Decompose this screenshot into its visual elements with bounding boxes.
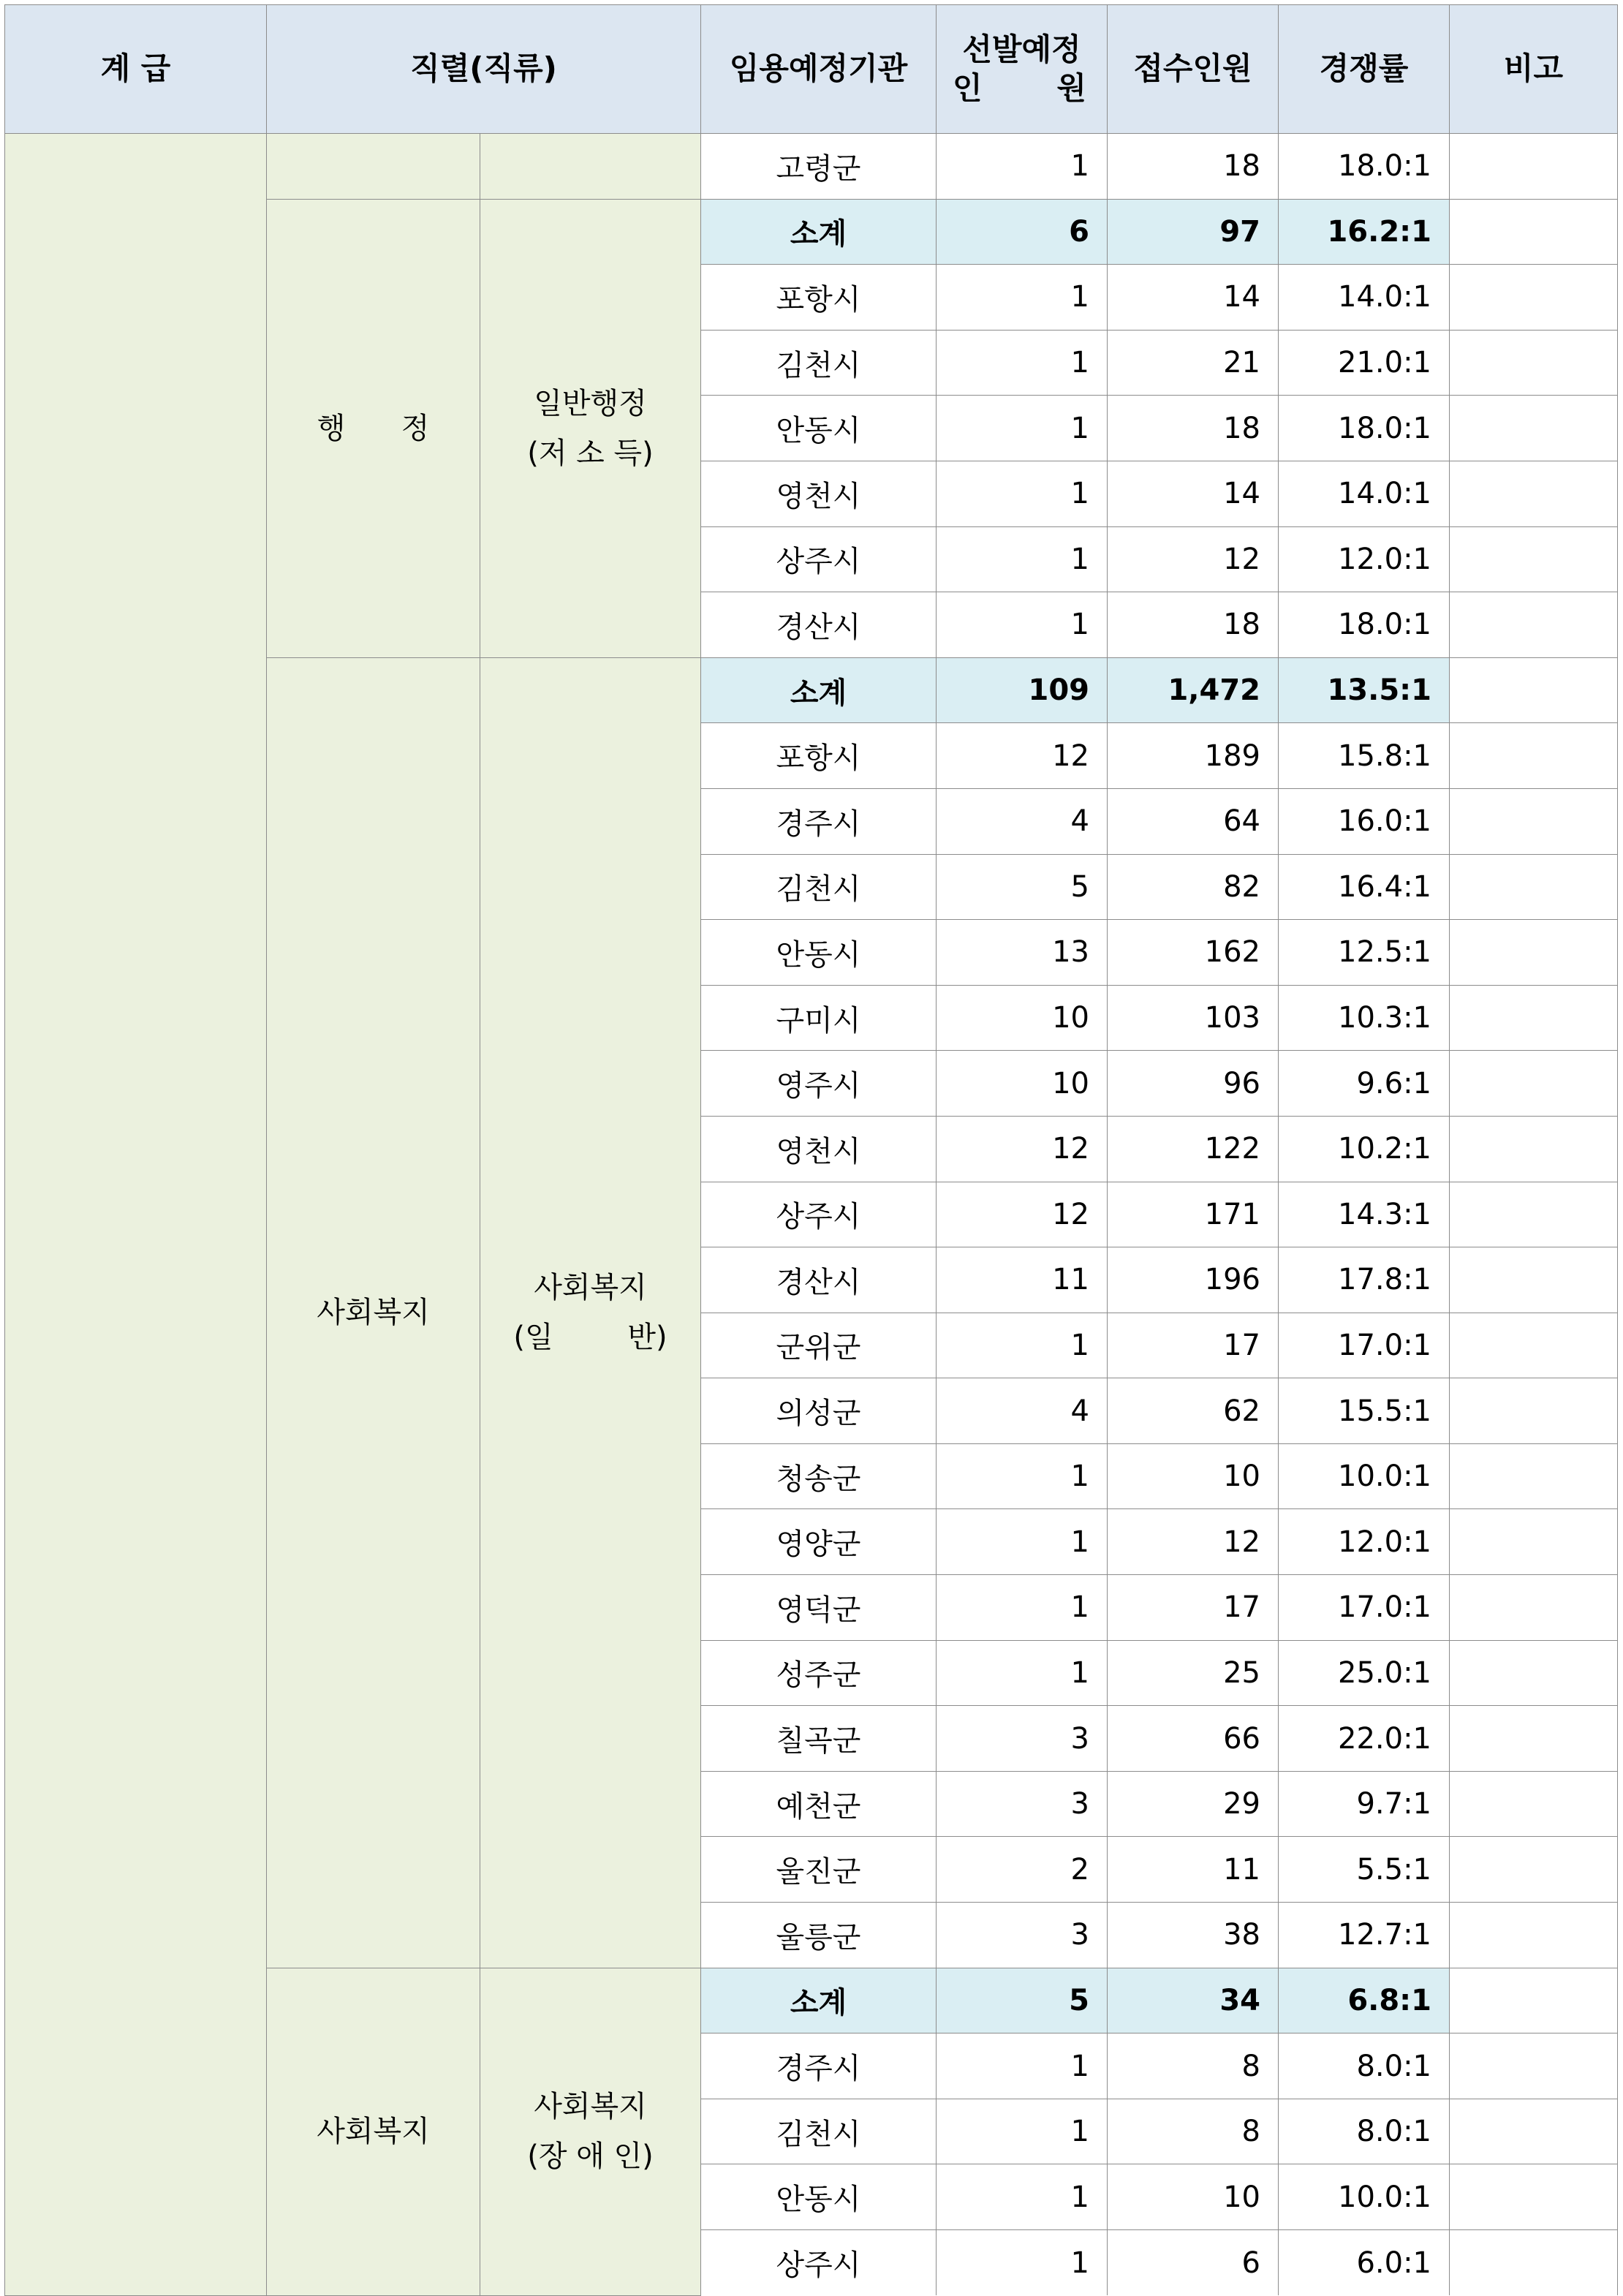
planned-cell: 3 [937,1903,1108,1968]
recruitment-table [4,4,1618,2296]
applicants-cell: 162 [1108,920,1279,986]
table-header [5,5,1618,134]
header-remarks: 비고 [1450,5,1618,134]
agency-cell: 안동시 [701,2164,937,2230]
header-applicants: 접수인원 [1108,5,1279,134]
header-planned-line1: 선발예정 [962,31,1081,67]
agency-cell: 상주시 [701,526,937,592]
remarks-cell [1450,1051,1618,1117]
planned-cell: 10 [937,1051,1108,1117]
planned-cell: 1 [937,330,1108,396]
remarks-cell [1450,1640,1618,1706]
ratio-cell: 10.3:1 [1279,985,1450,1051]
agency-cell: 칠곡군 [701,1706,937,1772]
agency-cell: 영주시 [701,1051,937,1117]
remarks-cell [1450,1509,1618,1575]
ratio-cell: 15.8:1 [1279,723,1450,789]
remarks-cell [1450,592,1618,658]
applicants-cell: 96 [1108,1051,1279,1117]
ratio-cell: 14.0:1 [1279,265,1450,331]
applicants-cell: 8 [1108,2033,1279,2099]
planned-cell: 12 [937,723,1108,789]
ratio-cell: 12.5:1 [1279,920,1450,986]
remarks-cell [1450,1903,1618,1968]
ratio-cell: 12.0:1 [1279,1509,1450,1575]
applicants-cell: 21 [1108,330,1279,396]
planned-cell: 4 [937,788,1108,854]
applicants-cell: 12 [1108,1509,1279,1575]
remarks-cell [1450,2164,1618,2230]
ratio-cell: 17.0:1 [1279,1575,1450,1641]
ratio-cell: 13.5:1 [1279,657,1450,723]
applicants-cell: 11 [1108,1837,1279,1903]
header-series: 직렬(직류) [267,5,701,134]
applicants-cell: 18 [1108,592,1279,658]
applicants-cell: 103 [1108,985,1279,1051]
applicants-cell: 17 [1108,1313,1279,1378]
subseries-cell [480,657,701,1968]
agency-cell: 김천시 [701,854,937,920]
remarks-cell [1450,985,1618,1051]
agency-cell: 김천시 [701,2099,937,2164]
applicants-cell: 12 [1108,526,1279,592]
ratio-cell: 25.0:1 [1279,1640,1450,1706]
remarks-cell [1450,396,1618,461]
agency-cell: 성주군 [701,1640,937,1706]
planned-cell: 12 [937,1182,1108,1247]
ratio-cell: 12.7:1 [1279,1903,1450,1968]
header-planned [937,5,1108,134]
applicants-cell: 17 [1108,1575,1279,1641]
ratio-cell: 18.0:1 [1279,134,1450,200]
planned-cell: 6 [937,199,1108,265]
ratio-cell: 22.0:1 [1279,1706,1450,1772]
remarks-cell [1450,2033,1618,2099]
series-cell [267,199,480,657]
planned-cell: 1 [937,526,1108,592]
header-planned-line2: 인 원 [953,69,1086,106]
grade-cell [5,134,267,2296]
applicants-cell: 1,472 [1108,657,1279,723]
planned-cell: 4 [937,1378,1108,1444]
applicants-cell: 34 [1108,1968,1279,2033]
table-body [5,134,1618,2296]
ratio-cell: 17.8:1 [1279,1247,1450,1313]
agency-cell: 경주시 [701,2033,937,2099]
planned-cell: 1 [937,461,1108,526]
agency-cell: 경산시 [701,592,937,658]
ratio-cell: 8.0:1 [1279,2033,1450,2099]
remarks-cell [1450,1706,1618,1772]
agency-cell: 포항시 [701,723,937,789]
remarks-cell [1450,1378,1618,1444]
planned-cell: 1 [937,1443,1108,1509]
agency-cell: 고령군 [701,134,937,200]
planned-cell: 1 [937,2099,1108,2164]
applicants-cell: 38 [1108,1903,1279,1968]
planned-cell: 1 [937,1640,1108,1706]
subseries-line1: 사회복지 [534,1271,647,1305]
ratio-cell: 8.0:1 [1279,2099,1450,2164]
ratio-cell: 6.0:1 [1279,2230,1450,2296]
planned-cell: 1 [937,134,1108,200]
planned-cell: 3 [937,1706,1108,1772]
subseries-line1: 사회복지 [534,2090,647,2124]
ratio-cell: 5.5:1 [1279,1837,1450,1903]
header-ratio: 경쟁률 [1279,5,1450,134]
ratio-cell: 14.0:1 [1279,461,1450,526]
ratio-cell: 14.3:1 [1279,1182,1450,1247]
series-cell [267,134,480,200]
remarks-cell [1450,1313,1618,1378]
planned-cell: 1 [937,396,1108,461]
ratio-cell: 18.0:1 [1279,396,1450,461]
remarks-cell [1450,1247,1618,1313]
remarks-cell [1450,2230,1618,2296]
agency-cell: 상주시 [701,1182,937,1247]
applicants-cell: 10 [1108,1443,1279,1509]
ratio-cell: 18.0:1 [1279,592,1450,658]
applicants-cell: 196 [1108,1247,1279,1313]
agency-cell: 경산시 [701,1247,937,1313]
applicants-cell: 82 [1108,854,1279,920]
planned-cell: 1 [937,1575,1108,1641]
remarks-cell [1450,788,1618,854]
planned-cell: 1 [937,2033,1108,2099]
series-label: 행 정 [317,411,430,445]
agency-cell: 울진군 [701,1837,937,1903]
subseries-line2: (저 소 득) [527,436,654,470]
agency-cell: 청송군 [701,1443,937,1509]
agency-cell: 상주시 [701,2230,937,2296]
remarks-cell [1450,461,1618,526]
subseries-cell [480,199,701,657]
ratio-cell: 12.0:1 [1279,526,1450,592]
applicants-cell: 18 [1108,396,1279,461]
planned-cell: 1 [937,2164,1108,2230]
header-grade: 계 급 [5,5,267,134]
ratio-cell: 9.7:1 [1279,1771,1450,1837]
applicants-cell: 189 [1108,723,1279,789]
ratio-cell: 21.0:1 [1279,330,1450,396]
planned-cell: 2 [937,1837,1108,1903]
planned-cell: 5 [937,854,1108,920]
agency-cell: 울릉군 [701,1903,937,1968]
agency-cell: 안동시 [701,920,937,986]
header-agency: 임용예정기관 [701,5,937,134]
planned-cell: 109 [937,657,1108,723]
subseries-cell [480,1968,701,2295]
planned-cell: 11 [937,1247,1108,1313]
remarks-cell [1450,723,1618,789]
remarks-cell [1450,657,1618,723]
applicants-cell: 122 [1108,1116,1279,1182]
applicants-cell: 6 [1108,2230,1279,2296]
subseries-line2: (일 반) [513,1321,667,1355]
planned-cell: 1 [937,1509,1108,1575]
agency-cell: 영천시 [701,461,937,526]
agency-cell: 소계 [701,657,937,723]
planned-cell: 12 [937,1116,1108,1182]
remarks-cell [1450,330,1618,396]
agency-cell: 경주시 [701,788,937,854]
ratio-cell: 9.6:1 [1279,1051,1450,1117]
agency-cell: 포항시 [701,265,937,331]
applicants-cell: 18 [1108,134,1279,200]
series-label: 사회복지 [317,1296,430,1330]
remarks-cell [1450,134,1618,200]
ratio-cell: 17.0:1 [1279,1313,1450,1378]
planned-cell: 10 [937,985,1108,1051]
applicants-cell: 66 [1108,1706,1279,1772]
remarks-cell [1450,2099,1618,2164]
agency-cell: 영덕군 [701,1575,937,1641]
applicants-cell: 64 [1108,788,1279,854]
subseries-line2: (장 애 인) [527,2140,654,2174]
remarks-cell [1450,1771,1618,1837]
agency-cell: 김천시 [701,330,937,396]
ratio-cell: 6.8:1 [1279,1968,1450,2033]
agency-cell: 소계 [701,199,937,265]
series-cell [267,657,480,1968]
remarks-cell [1450,1443,1618,1509]
ratio-cell: 16.0:1 [1279,788,1450,854]
applicants-cell: 29 [1108,1771,1279,1837]
ratio-cell: 15.5:1 [1279,1378,1450,1444]
planned-cell: 1 [937,265,1108,331]
remarks-cell [1450,265,1618,331]
planned-cell: 1 [937,2230,1108,2296]
applicants-cell: 14 [1108,461,1279,526]
ratio-cell: 10.0:1 [1279,1443,1450,1509]
ratio-cell: 10.0:1 [1279,2164,1450,2230]
agency-cell: 의성군 [701,1378,937,1444]
applicants-cell: 14 [1108,265,1279,331]
applicants-cell: 10 [1108,2164,1279,2230]
remarks-cell [1450,1575,1618,1641]
agency-cell: 안동시 [701,396,937,461]
planned-cell: 13 [937,920,1108,986]
ratio-cell: 16.4:1 [1279,854,1450,920]
agency-cell: 예천군 [701,1771,937,1837]
remarks-cell [1450,199,1618,265]
planned-cell: 1 [937,1313,1108,1378]
agency-cell: 구미시 [701,985,937,1051]
agency-cell: 영양군 [701,1509,937,1575]
table-row [5,134,1618,200]
agency-cell: 군위군 [701,1313,937,1378]
planned-cell: 1 [937,592,1108,658]
applicants-cell: 171 [1108,1182,1279,1247]
remarks-cell [1450,1968,1618,2033]
applicants-cell: 25 [1108,1640,1279,1706]
remarks-cell [1450,1116,1618,1182]
agency-cell: 소계 [701,1968,937,2033]
remarks-cell [1450,1837,1618,1903]
ratio-cell: 10.2:1 [1279,1116,1450,1182]
subseries-line1: 일반행정 [534,386,647,420]
ratio-cell: 16.2:1 [1279,199,1450,265]
remarks-cell [1450,920,1618,986]
remarks-cell [1450,854,1618,920]
agency-cell: 영천시 [701,1116,937,1182]
applicants-cell: 97 [1108,199,1279,265]
subseries-cell [480,134,701,200]
remarks-cell [1450,526,1618,592]
series-label: 사회복지 [317,2115,430,2149]
applicants-cell: 8 [1108,2099,1279,2164]
remarks-cell [1450,1182,1618,1247]
planned-cell: 3 [937,1771,1108,1837]
series-cell [267,1968,480,2295]
applicants-cell: 62 [1108,1378,1279,1444]
planned-cell: 5 [937,1968,1108,2033]
